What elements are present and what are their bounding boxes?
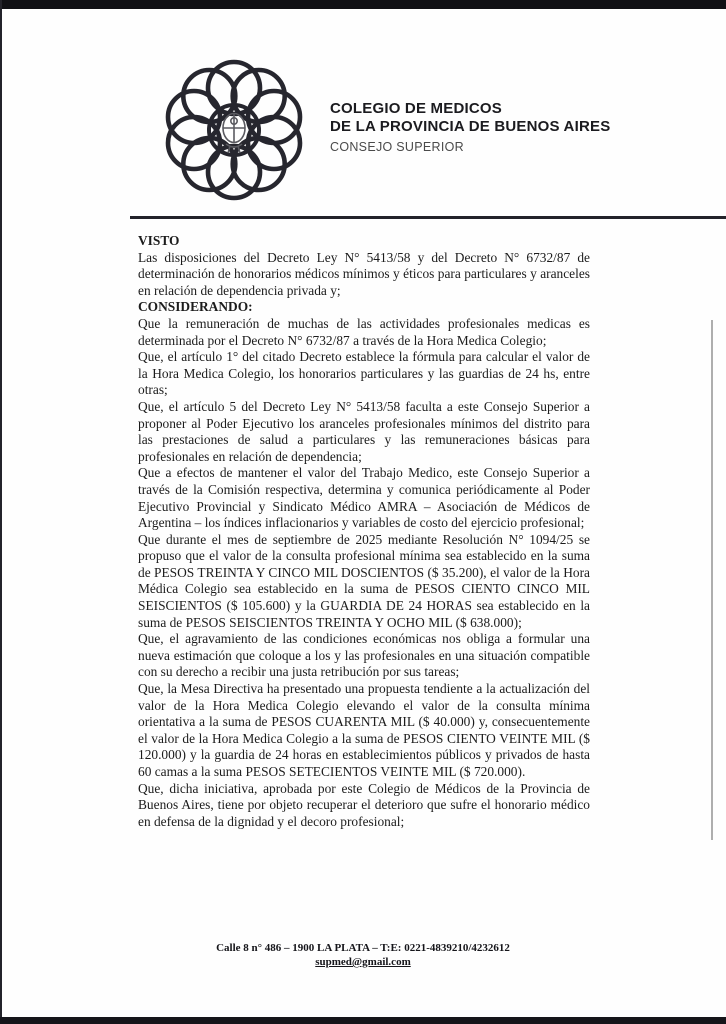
scan-edge-left: [0, 0, 2, 1024]
document-footer: [0, 941, 726, 969]
footer-address: Calle 8 n° 486 – 1900 LA PLATA – T:E: 0221-4839210/4232612: [216, 942, 510, 954]
letterhead-text: [330, 100, 610, 155]
considerando-paragraph: Que, la Mesa Directiva ha presentado una propuesta tendiente a la actualización del valor de la Hora Medica Colegio elevando el valor de la consulta mínima orientativa a la suma de PESOS CUARENTA MIL ($ 40.000) y, consecuentemente el valor de la Hora Medica Colegio a la suma de PESOS CIENTO VEINTE MIL ($ 120.000) y la guardia de 24 horas en establecimientos públicos y privados de hasta 60 camas a la suma PESOS SETECIENTOS VEINTE MIL ($ 720.000).: [138, 681, 590, 779]
org-name-line2: DE LA PROVINCIA DE BUENOS AIRES: [330, 118, 611, 135]
org-name-line1: COLEGIO DE MEDICOS: [330, 100, 502, 117]
considerando-paragraph: Que, el artículo 5 del Decreto Ley N° 5413/58 faculta a este Consejo Superior a proponer al Poder Ejecutivo los aranceles profesionales mínimos del distrito para las prestaciones de salud a particulares y las remuneraciones básicas para profesionales en relación de dependencia;: [138, 398, 590, 464]
considerando-paragraph: Que, el artículo 1° del citado Decreto establece la fórmula para calcular el valor de la Hora Medica Colegio, los honorarios particulares y las guardias de 24 hs, entre otras;: [138, 349, 590, 398]
footer-email: supmed@gmail.com: [315, 956, 411, 968]
visto-paragraph: Las disposiciones del Decreto Ley N° 5413/58 y del Decreto N° 6732/87 de determinación de honorarios médicos mínimos y éticos para particulares y aranceles en relación de dependencia privada y;: [138, 249, 590, 298]
considerando-paragraph: Que, el agravamiento de las condiciones económicas nos obliga a formular una nueva estimación que coloque a los y las profesionales en una situación compatible con su derecho a recibir una justa retribución por sus tareas;: [138, 631, 590, 680]
document-body: [138, 233, 590, 830]
considerando-paragraph: Que durante el mes de septiembre de 2025 mediante Resolución N° 1094/25 se propuso que el valor de la consulta profesional mínima sea establecido en la suma de PESOS TREINTA Y CINCO MIL DOSCIENTOS ($ 35.200), el valor de la Hora Médica Colegio sea establecido en la suma de PESOS CIENTO CINCO MIL SEISCIENTOS ($ 105.600) y la GUARDIA DE 24 HORAS sea establecido en la suma de PESOS SEISCIENTOS TREINTA Y OCHO MIL ($ 638.000);: [138, 531, 590, 630]
visto-title: VISTO: [138, 233, 180, 248]
letterhead-divider: [130, 216, 726, 219]
considerando-paragraph: Que, dicha iniciativa, aprobada por este Colegio de Médicos de la Provincia de Buenos Aires, tiene por objeto recuperar el deterioro que sufre el honorario médico en defensa de la dignidad y el decoro profesional;: [138, 780, 590, 829]
scan-edge-right-shadow: [711, 320, 713, 840]
scan-edge-bottom: [0, 1017, 726, 1024]
considerando-title: CONSIDERANDO:: [138, 299, 253, 315]
considerando-paragraph: Que la remuneración de muchas de las actividades profesionales medicas es determinada por el Decreto N° 6732/87 a través de la Hora Medica Colegio;: [138, 315, 590, 348]
org-subtitle: CONSEJO SUPERIOR: [330, 140, 464, 154]
scan-edge-top: [0, 0, 726, 9]
considerando-paragraph: Que a efectos de mantener el valor del Trabajo Medico, este Consejo Superior a través de la Comisión respectiva, determina y comunica periódicamente al Poder Ejecutivo Provincial y Sindicato Médico AMRA – Asociación de Médicos de Argentina – los índices inflacionarios y variables de costo del ejercicio profesional;: [138, 465, 590, 531]
rosette-logo-icon: [152, 58, 316, 202]
